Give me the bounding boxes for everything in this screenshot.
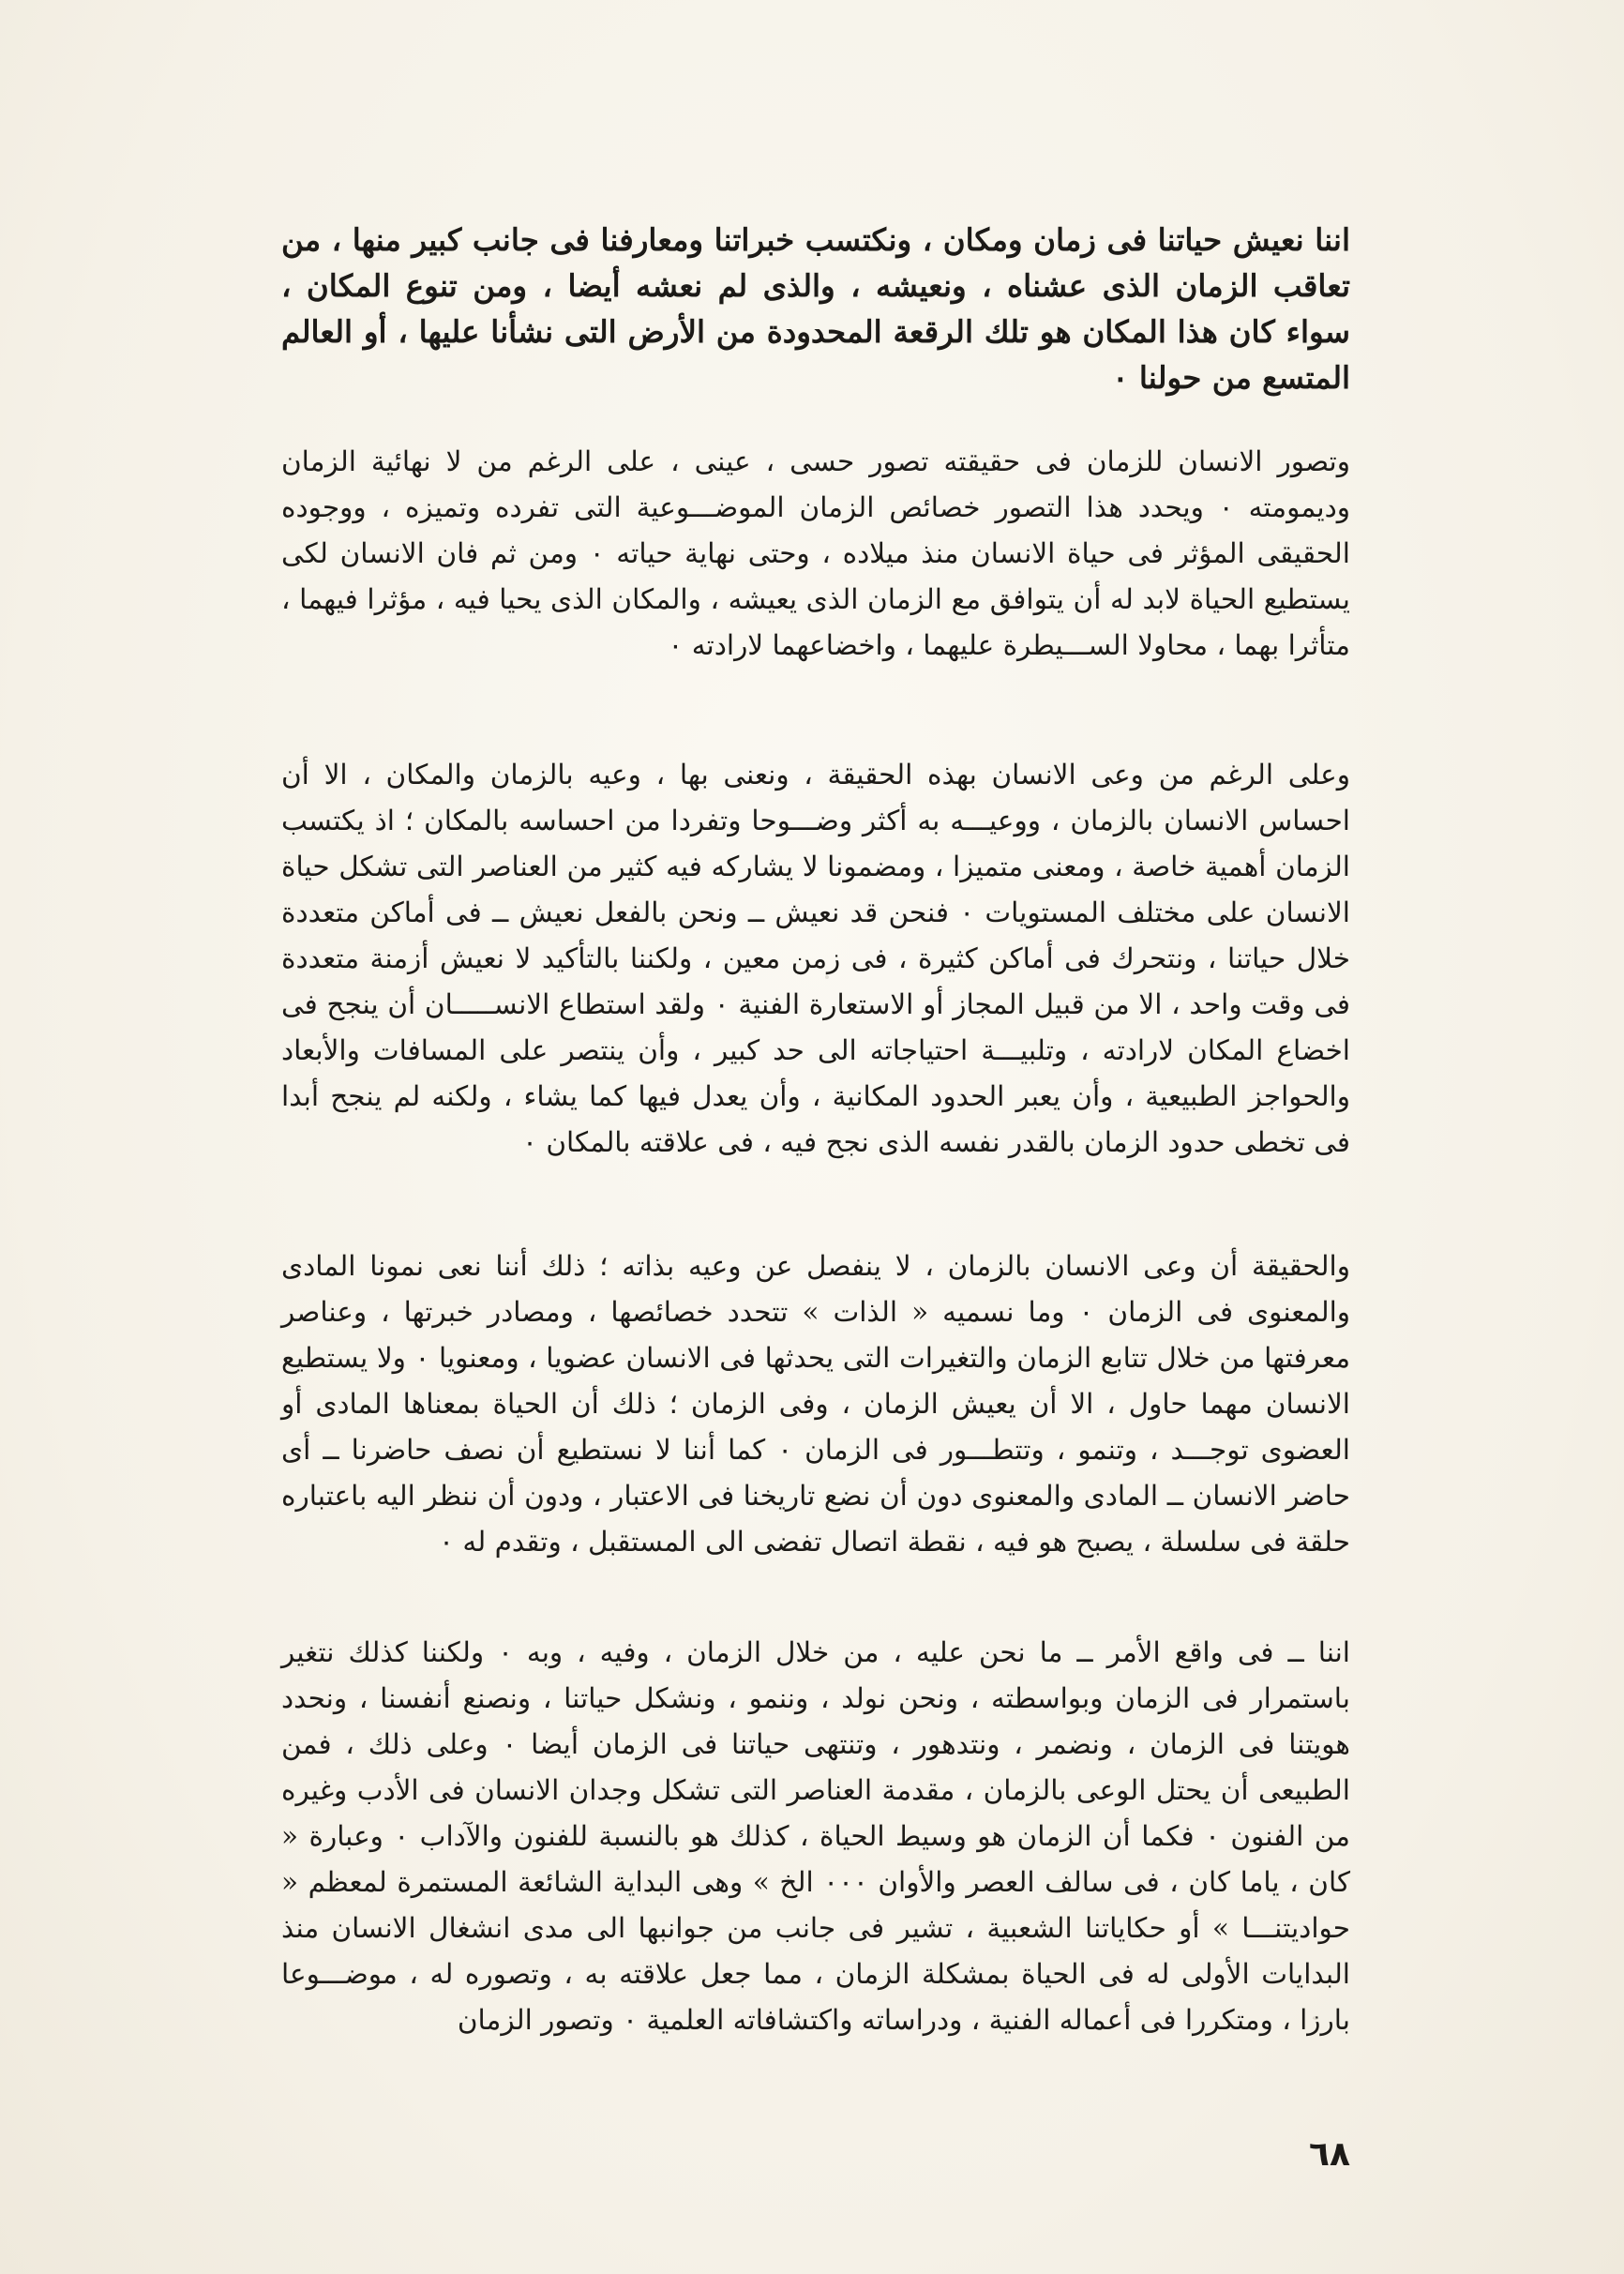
- page-number: ٦٨: [1309, 2135, 1350, 2174]
- body-paragraph-1: وتصور الانسان للزمان فى حقيقته تصور حسى ، عينى ، على الرغم من لا نهائية الزمان وديمومته ٠ ويحدد هذا التصور خصائص الزمان الموضـــوعية التى تفرده وتميزه ، ووجوده الحقيقى المؤثر فى حياة الانسان منذ ميلاده ، وحتى نهاية حياته ٠ ومن ثم فان الانسان لكى يستطيع الحياة لابد له أن يتوافق مع الزمان الذى يعيشه ، والمكان الذى يحيا فيه ، مؤثرا فيهما ، متأثرا بهما ، محاولا الســـيطرة عليهما ، واخضاعهما لارادته ٠: [281, 444, 1350, 661]
- lead-paragraph: اننا نعيش حياتنا فى زمان ومكان ، ونكتسب خبراتنا ومعارفنا فى جانب كبير منها ، من تعاقب الزمان الذى عشناه ، ونعيشه ، والذى لم نعشه أيضا ، ومن تنوع المكان ، سواء كان هذا المكان هو تلك الرقعة المحدودة من الأرض التى نشأنا عليها ، أو العالم المتسع من حولنا ٠: [281, 220, 1350, 396]
- body-paragraph-2: وعلى الرغم من وعى الانسان بهذه الحقيقة ، ونعنى بها ، وعيه بالزمان والمكان ، الا أن احساس الانسان بالزمان ، ووعيـــه به أكثر وضـــوحا وتفردا من احساسه بالمكان ؛ اذ يكتسب الزمان أهمية خاصة ، ومعنى متميزا ، ومضمونا لا يشاركه فيه كثير من العناصر التى تشكل حياة الانسان على مختلف المستويات ٠ فنحن قد نعيش ــ ونحن بالفعل نعيش ــ فى أماكن متعددة خلال حياتنا ، ونتحرك فى أماكن كثيرة ، فى زمن معين ، ولكننا بالتأكيد لا نعيش أزمنة متعددة فى وقت واحد ، الا من قبيل المجاز أو الاستعارة الفنية ٠ ولقد استطاع الانســـــان أن ينجح فى اخضاع المكان لارادته ، وتلبيـــة احتياجاته الى حد كبير ، وأن ينتصر على المسافات والأبعاد والحواجز الطبيعية ، وأن يعبر الحدود المكانية ، وأن يعدل فيها كما يشاء ، ولكنه لم ينجح أبدا فى تخطى حدود الزمان بالقدر نفسه الذى نجح فيه ، فى علاقته بالمكان ٠: [281, 758, 1351, 1158]
- body-paragraph-3: والحقيقة أن وعى الانسان بالزمان ، لا ينفصل عن وعيه بذاته ؛ ذلك أننا نعى نمونا المادى والمعنوى فى الزمان ٠ وما نسميه « الذات » تتحدد خصائصها ، ومصادر خبرتها ، وعناصر معرفتها من خلال تتابع الزمان والتغيرات التى يحدثها فى الانسان عضويا ، ومعنويا ٠ ولا يستطيع الانسان مهما حاول ، الا أن يعيش الزمان ، وفى الزمان ؛ ذلك أن الحياة بمعناها المادى أو العضوى توجـــد ، وتنمو ، وتتطـــور فى الزمان ٠ كما أننا لا نستطيع أن نصف حاضرنا ــ أى حاضر الانسان ــ المادى والمعنوى دون أن نضع تاريخنا فى الاعتبار ، ودون أن ننظر اليه باعتباره حلقة فى سلسلة ، يصبح هو فيه ، نقطة اتصال تفضى الى المستقبل ، وتقدم له ٠: [281, 1249, 1351, 1558]
- body-paragraph-4: اننا ــ فى واقع الأمر ــ ما نحن عليه ، من خلال الزمان ، وفيه ، وبه ٠ ولكننا كذلك نتغير باستمرار فى الزمان وبواسطته ، ونحن نولد ، وننمو ، ونشكل حياتنا ، ونصنع أنفسنا ، ونحدد هويتنا فى الزمان ، ونضمر ، ونتدهور ، وتنتهى حياتنا فى الزمان أيضا ٠ وعلى ذلك ، فمن الطبيعى أن يحتل الوعى بالزمان ، مقدمة العناصر التى تشكل وجدان الانسان فى الأدب وغيره من الفنون ٠ فكما أن الزمان هو وسيط الحياة ، كذلك هو بالنسبة للفنون والآداب ٠ وعبارة « كان ، ياما كان ، فى سالف العصر والأوان ٠٠٠ الخ » وهى البداية الشائعة المستمرة لمعظم « حواديتنـــا » أو حكاياتنا الشعبية ، تشير فى جانب من جوانبها الى مدى انشغال الانسان منذ البدايات الأولى له فى الحياة بمشكلة الزمان ، مما جعل علاقته به ، وتصوره له ، موضـــوعا بارزا ، ومتكررا فى أعماله الفنية ، ودراساته واكتشافاته العلمية ٠ وتصور الزمان: [281, 1635, 1351, 2036]
